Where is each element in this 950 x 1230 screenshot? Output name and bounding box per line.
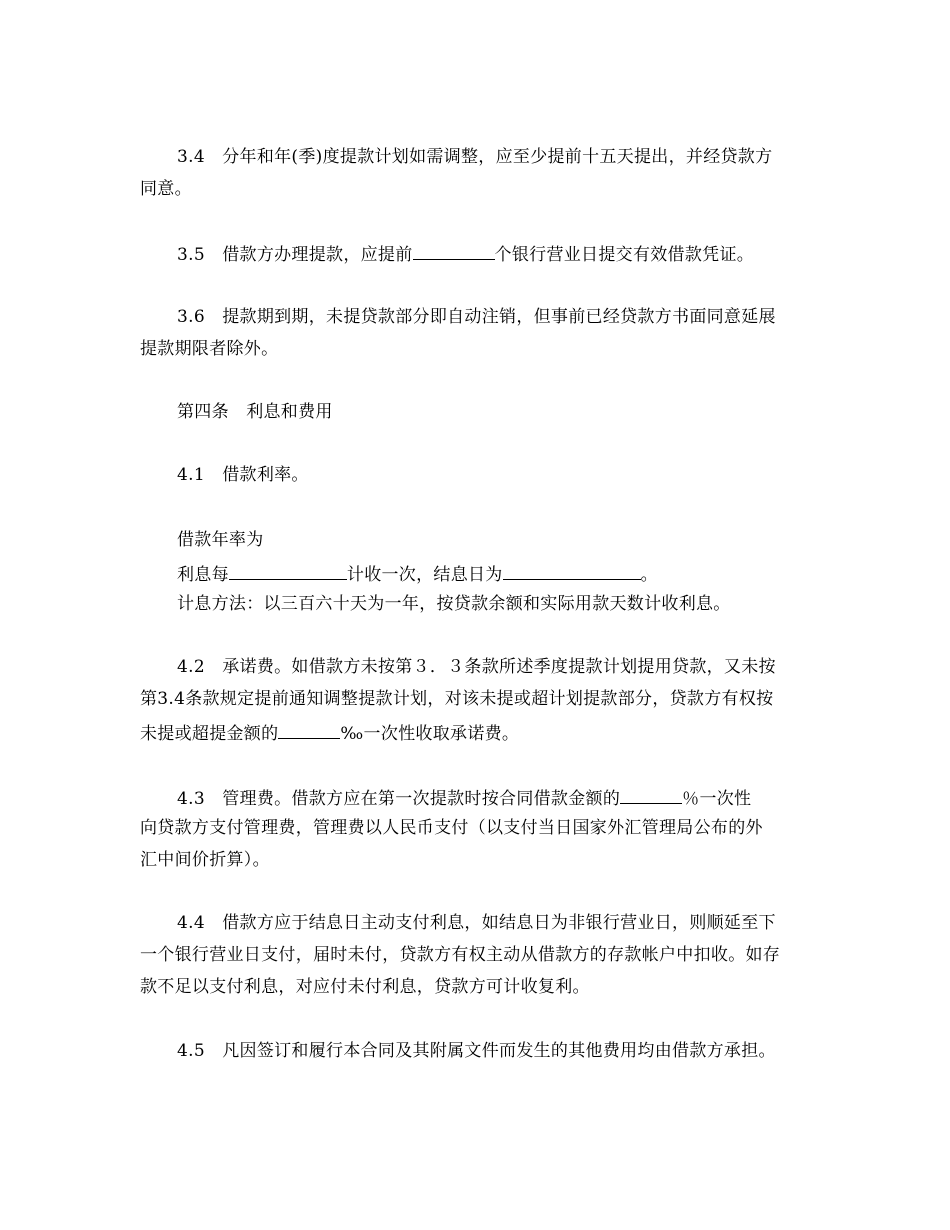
blank-management-fee [620,786,682,804]
blank-settlement-date [503,562,641,580]
blank-commitment-fee [278,721,340,739]
clause-4-1-interest [177,562,820,585]
mgmt-fee-text-2: ％一次性 [682,789,752,809]
clause-3-4-line-2: 同意。 [140,179,192,199]
clause-4-3-line-1 [177,786,820,809]
interest-text-2: 计收一次，结息日为 [346,565,503,585]
clause-3-5 [177,242,820,265]
clause-4-4-line-1: 4.4 借款方应于结息日主动支付利息，如结息日为非银行营业日，则顺延至下 [177,913,776,933]
clause-4-2-line-1: 4.2 承诺费。如借款方未按第３．３条款所述季度提款计划提用贷款，又未按 [177,657,776,677]
commitment-text-2: ‰一次性收取承诺费。 [340,724,520,744]
clause-4-2-line-3 [140,721,820,744]
commitment-text-1: 未提或超提金额的 [140,724,279,744]
clause-4-1-title: 4.1 借款利率。 [177,465,309,485]
clause-4-3-line-3: 汇中间价折算）。 [140,850,270,870]
clause-3-6-line-2: 提款期限者除外。 [140,339,279,359]
article-4-title: 第四条 利息和费用 [177,402,333,422]
interest-text-1: 利息每 [177,565,229,585]
clause-4-4-line-2: 一个银行营业日支付，届时未付，贷款方有权主动从借款方的存款帐户中扣收。如存 [140,945,781,965]
clause-3-5-text-after: 个银行营业日提交有效借款凭证。 [494,245,755,265]
clause-3-4-line-1: 3.4 分年和年(季)度提款计划如需调整，应至少提前十五天提出，并经贷款方 [177,147,773,167]
clause-4-3-line-2: 向贷款方支付管理费，管理费以人民币支付（以支付当日国家外汇管理局公布的外 [140,818,763,838]
clause-4-2-line-2: 第3.4条款规定提前通知调整提款计划，对该未提或超计划提款部分，贷款方有权按 [140,689,774,709]
clause-3-6-line-1: 3.6 提款期到期，未提贷款部分即自动注销，但事前已经贷款方书面同意延展 [177,307,776,327]
mgmt-fee-text-1: 4.3 管理费。借款方应在第一次提款时按合同借款金额的 [177,789,621,809]
clause-4-1-method: 计息方法：以三百六十天为一年，按贷款余额和实际用款天数计收利息。 [177,594,731,614]
interest-text-3: 。 [640,565,658,585]
clause-4-4-line-3: 款不足以支付利息，对应付未付利息，贷款方可计收复利。 [140,977,590,997]
blank-interest-period [229,562,347,580]
blank-business-days [413,242,495,260]
clause-4-1-rate: 借款年率为 [177,530,264,550]
clause-4-5: 4.5 凡因签订和履行本合同及其附属文件而发生的其他费用均由借款方承担。 [177,1041,776,1061]
clause-3-5-text-before: 3.5 借款方办理提款，应提前 [177,245,413,265]
